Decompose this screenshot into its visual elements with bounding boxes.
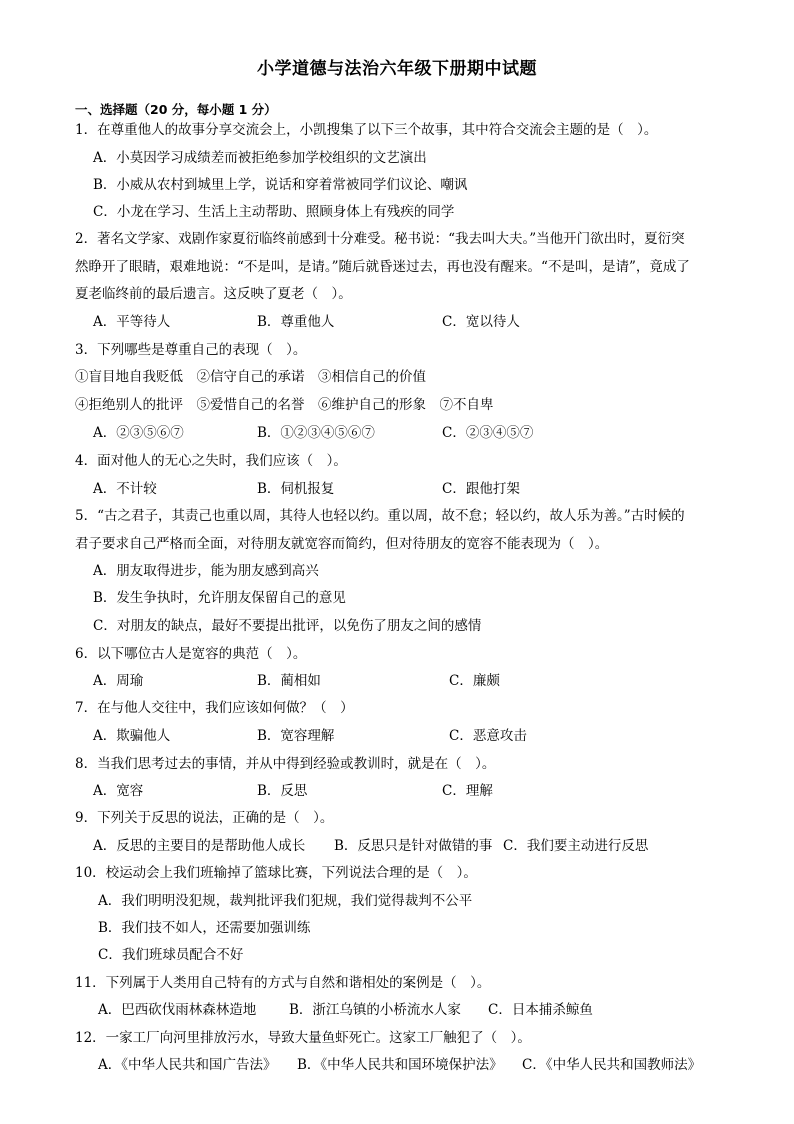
q8-option-c: C．理解 [442, 783, 493, 799]
q12-stem: 12．一家工厂向河里排放污水，导致大量鱼虾死亡。这家工厂触犯了（ ）。 [75, 1030, 531, 1046]
q2-stem-line1: 2．著名文学家、戏剧作家夏衍临终前感到十分难受。秘书说：“我去叫大夫。”当他开门欲出时，夏衍突 [75, 231, 685, 247]
q5-option-a: A．朋友取得进步，能为朋友感到高兴 [93, 563, 319, 579]
q5-option-b: B．发生争执时，允许朋友保留自己的意见 [93, 590, 346, 606]
q10-stem: 10．校运动会上我们班输掉了篮球比赛，下列说法合理的是（ ）。 [75, 865, 477, 881]
q9-option-a: A．反思的主要目的是帮助他人成长 [93, 838, 306, 854]
q3-items-line1: ①盲目地自我贬低 ②信守自己的承诺 ③相信自己的价值 [75, 369, 426, 385]
q1-option-c: C．小龙在学习、生活上主动帮助、照顾身体上有残疾的同学 [93, 204, 455, 220]
q11-stem: 11．下列属于人类用自己特有的方式与自然和谐相处的案例是（ ）。 [75, 975, 491, 991]
q4-option-b: B．伺机报复 [257, 481, 335, 497]
q4-stem: 4．面对他人的无心之失时，我们应该（ ）。 [75, 453, 347, 469]
q3-option-b: B．①②③④⑤⑥⑦ [257, 425, 375, 441]
q3-option-a: A．②③⑤⑥⑦ [93, 425, 184, 441]
q5-option-c: C．对朋友的缺点，最好不要提出批评，以免伤了朋友之间的感情 [93, 618, 482, 634]
q9-option-c: C．我们要主动进行反思 [503, 838, 649, 854]
q11-option-c: C．日本捕杀鲸鱼 [488, 1002, 593, 1018]
q3-items-line2: ④拒绝别人的批评 ⑤爱惜自己的名誉 ⑥维护自己的形象 ⑦不自卑 [75, 397, 494, 413]
q7-option-c: C．恶意攻击 [449, 728, 527, 744]
q8-option-a: A．宽容 [93, 783, 144, 799]
q10-option-c: C．我们班球员配合不好 [98, 947, 244, 963]
q1-option-b: B．小威从农村到城里上学，说话和穿着常被同学们议论、嘲讽 [93, 177, 468, 193]
q7-stem: 7．在与他人交往中，我们应该如何做？（ ） [75, 700, 354, 716]
q2-option-a: A．平等待人 [93, 314, 171, 330]
q8-option-b: B．反思 [257, 783, 308, 799]
q6-option-a: A．周瑜 [93, 673, 144, 689]
q5-stem-line2: 君子要求自己严格而全面，对待朋友就宽容而简约，但对待朋友的宽容不能表现为（ ）。 [75, 536, 609, 552]
q2-option-c: C．宽以待人 [442, 314, 520, 330]
q5-stem-line1: 5．“古之君子，其责己也重以周，其待人也轻以约。重以周，故不怠；轻以约，故人乐为善。”古时候的 [75, 508, 685, 524]
section-heading: 一、选择题（20 分，每小题 1 分） [75, 102, 277, 117]
q1-option-a: A．小莫因学习成绩差而被拒绝参加学校组织的文艺演出 [93, 150, 427, 166]
q4-option-c: C．跟他打架 [442, 481, 520, 497]
q7-option-a: A．欺骗他人 [93, 728, 171, 744]
q12-option-b: B．《中华人民共和国环境保护法》 [297, 1057, 503, 1073]
q12-option-a: A．《中华人民共和国广告法》 [98, 1057, 277, 1073]
q1-stem: 1．在尊重他人的故事分享交流会上，小凯搜集了以下三个故事，其中符合交流会主题的是（ ）。 [75, 122, 658, 138]
page-title: 小学道德与法治六年级下册期中试题 [257, 59, 537, 79]
q2-option-b: B．尊重他人 [257, 314, 335, 330]
q12-option-c: C．《中华人民共和国教师法》 [522, 1057, 702, 1073]
q9-stem: 9．下列关于反思的说法，正确的是（ ）。 [75, 810, 334, 826]
q6-option-c: C．廉颇 [449, 673, 500, 689]
q2-stem-line2: 然睁开了眼睛，艰难地说：“不是叫，是请。”随后就昏迷过去，再也没有醒来。“不是叫，是请”，竟成了 [75, 259, 690, 275]
q8-stem: 8．当我们思考过去的事情，并从中得到经验或教训时，就是在（ ）。 [75, 756, 496, 772]
q10-option-b: B．我们技不如人，还需要加强训练 [98, 920, 311, 936]
q4-option-a: A．不计较 [93, 481, 157, 497]
q11-option-b: B．浙江乌镇的小桥流水人家 [289, 1002, 461, 1018]
q7-option-b: B．宽容理解 [257, 728, 335, 744]
q3-stem: 3．下列哪些是尊重自己的表现（ ）。 [75, 342, 307, 358]
q2-stem-line3: 夏老临终前的最后遗言。这反映了夏老（ ）。 [75, 286, 352, 302]
q9-option-b: B．反思只是针对做错的事 [334, 838, 493, 854]
q6-stem: 6．以下哪位古人是宽容的典范（ ）。 [75, 646, 307, 662]
q3-option-c: C．②③④⑤⑦ [442, 425, 534, 441]
q6-option-b: B．蔺相如 [257, 673, 321, 689]
q10-option-a: A．我们明明没犯规，裁判批评我们犯规，我们觉得裁判不公平 [98, 893, 473, 909]
q11-option-a: A．巴西砍伐雨林森林造地 [98, 1002, 257, 1018]
